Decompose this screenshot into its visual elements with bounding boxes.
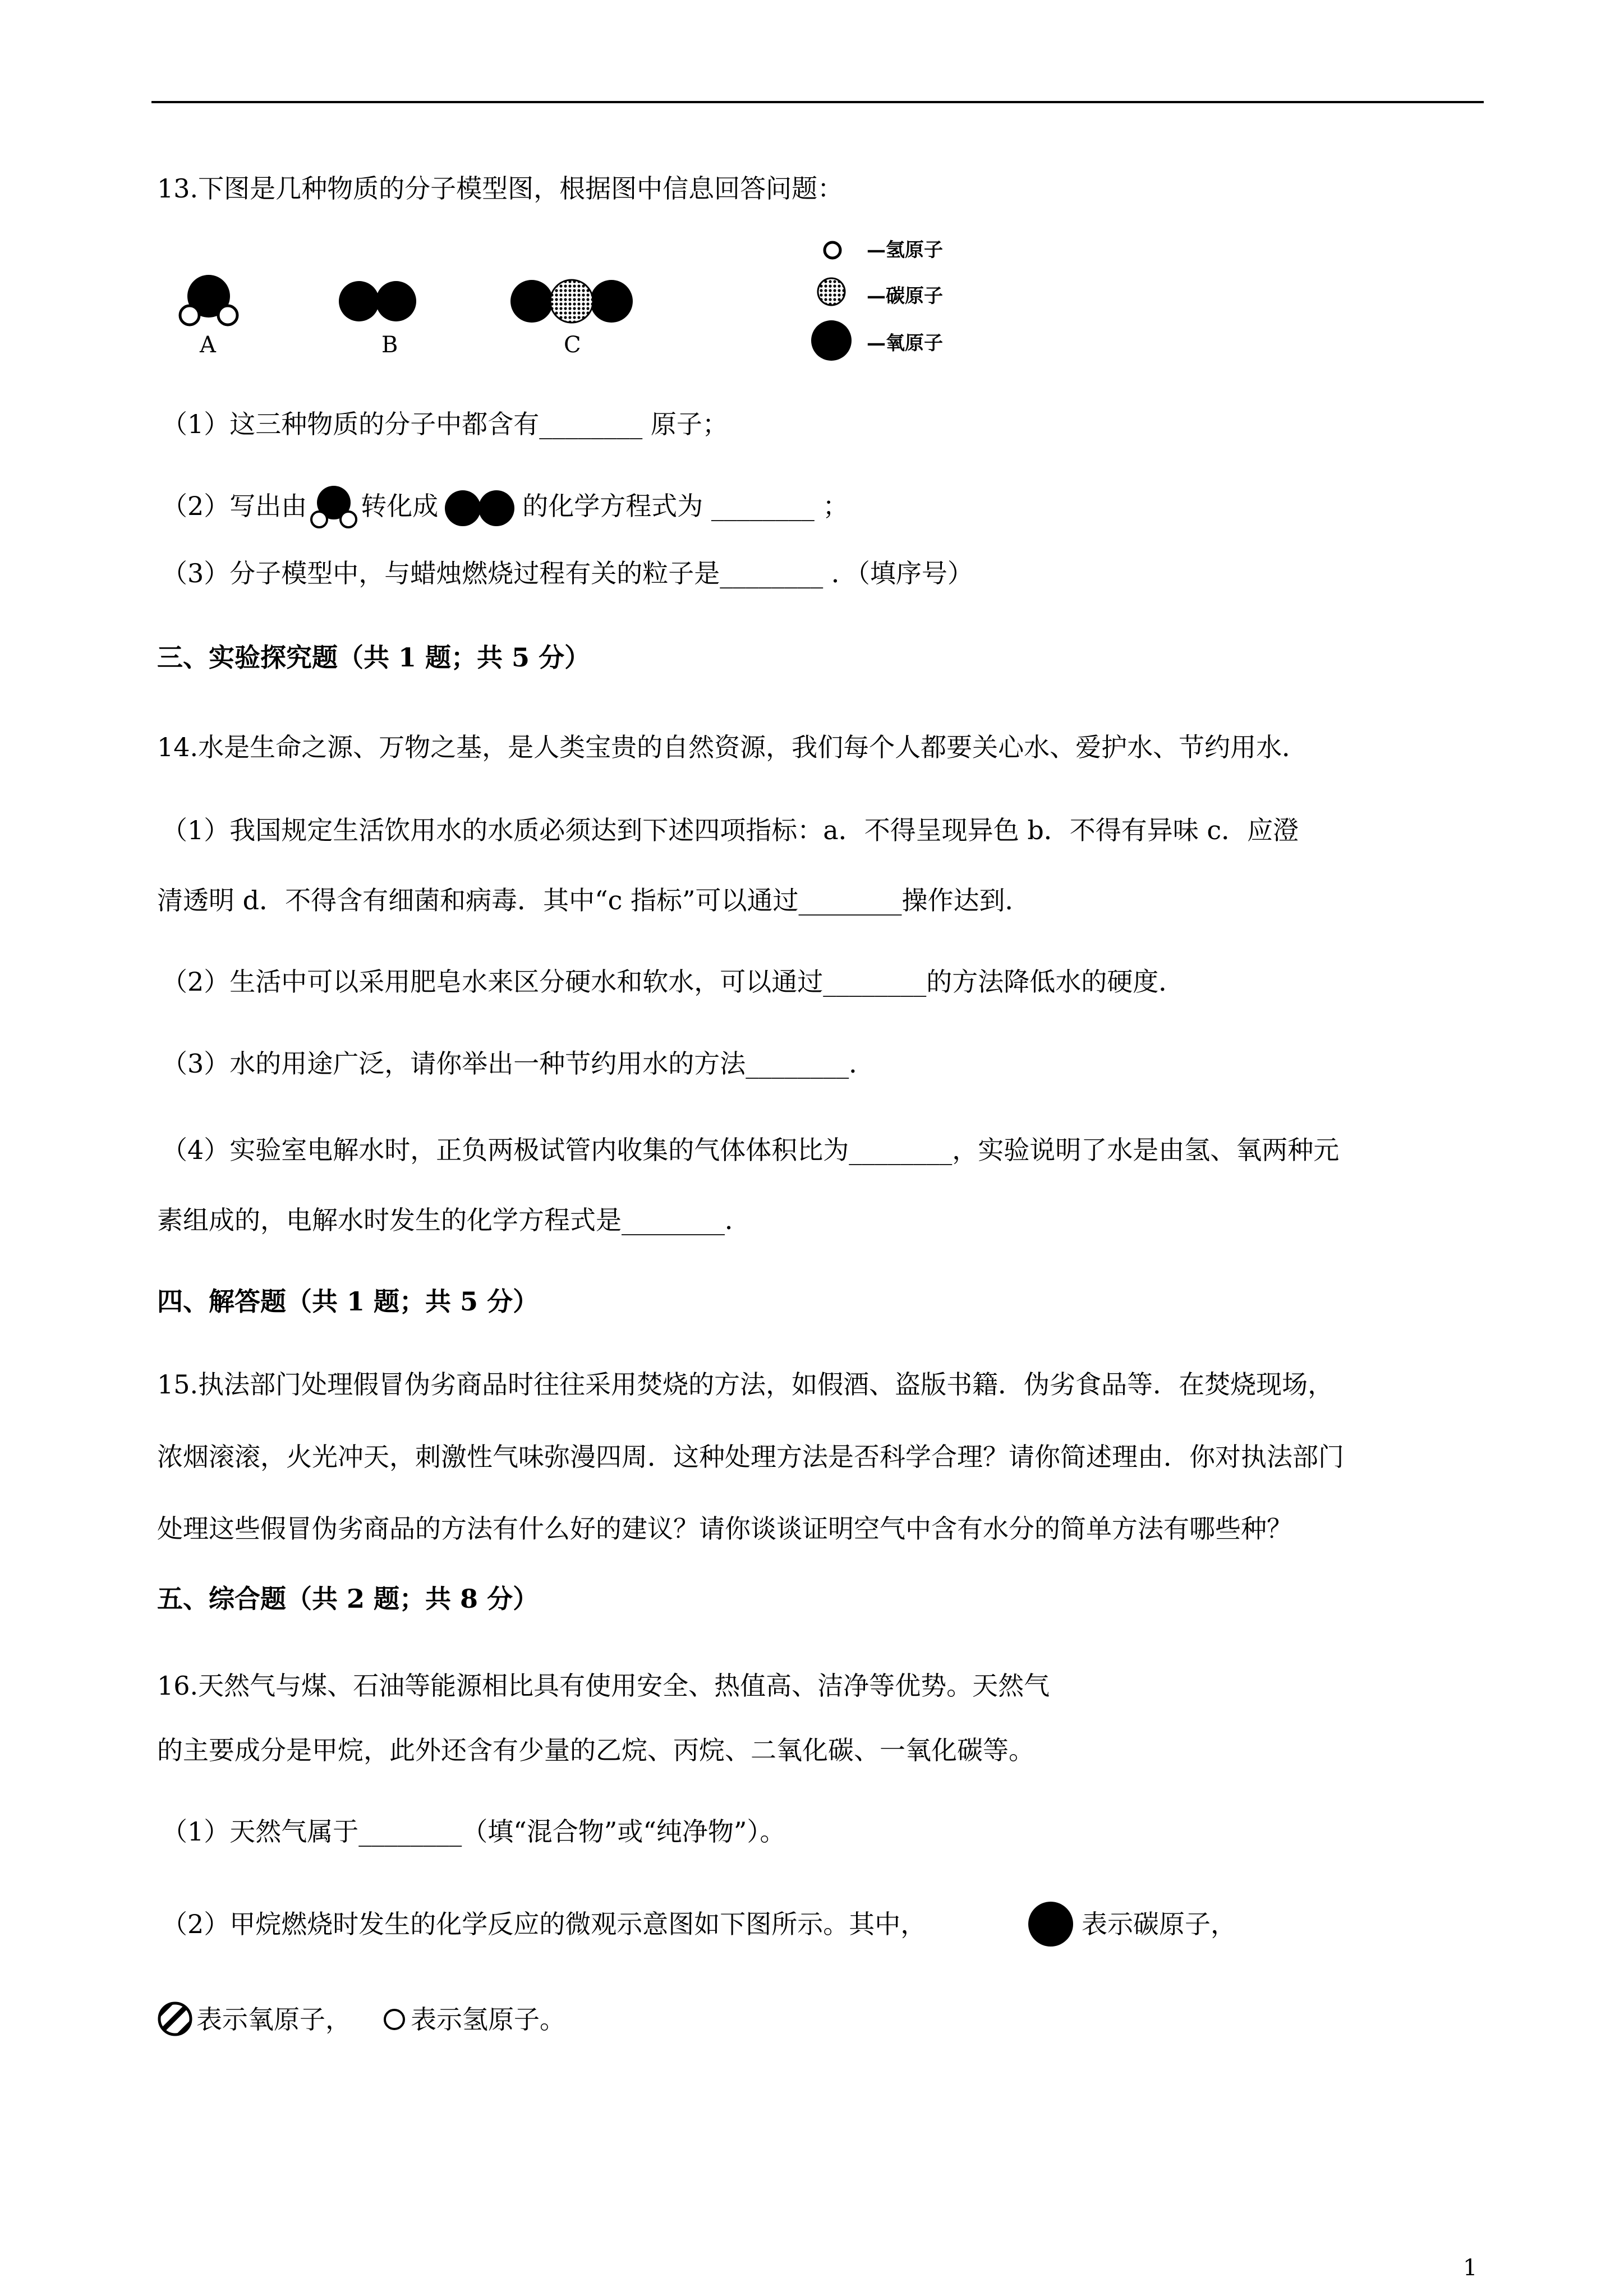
q16-line2: 的主要成分是甲烷，此外还含有少量的乙烷、丙烷、二氧化碳、一氧化碳等。 xyxy=(157,1735,1034,1765)
q14-part1-line1: （1）我国规定生活饮用水的水质必须达到下述四项指标：a．不得呈现异色 b．不得有异味 c．应澄 xyxy=(162,815,1299,845)
q13-part1-blank[interactable]: ________ xyxy=(539,409,643,439)
q15-line1: 15.执法部门处理假冒伪劣商品时往往采用焚烧的方法，如假酒、盗版书籍．伪劣食品等．在焚烧现场， xyxy=(157,1369,1334,1400)
q14-part1-text: 清透明 d．不得含有细菌和病毒．其中“c 指标”可以通过 xyxy=(157,885,799,915)
q13-part1-suffix: 原子； xyxy=(642,409,728,439)
q13-part1 xyxy=(162,407,728,441)
q13-stem: 13.下图是几种物质的分子模型图，根据图中信息回答问题： xyxy=(157,173,844,204)
molecule-c-icon xyxy=(505,275,640,331)
q14-part4-line2-text: 素组成的，电解水时发生的化学方程式是 xyxy=(157,1205,622,1235)
q14-part4-blank1[interactable]: ________ xyxy=(849,1135,953,1165)
q14-part4-blank2[interactable]: ________ xyxy=(622,1205,725,1235)
q13-part3-text: （3）分子模型中，与蜡烛燃烧过程有关的粒子是 xyxy=(162,558,720,588)
section4-heading: 四、解答题（共 1 题；共 5 分） xyxy=(157,1286,539,1317)
q16-legend-hydrogen: 表示氢原子。 xyxy=(411,2004,565,2035)
q16-part1-suffix: （填“混合物”或“纯净物”）。 xyxy=(462,1816,786,1847)
q14-part4-line2-suffix: ． xyxy=(725,1205,751,1235)
q13-part2-text: （2）写出由 xyxy=(162,491,307,521)
hydrogen-atom-icon xyxy=(380,2005,408,2033)
legend-hydrogen-icon xyxy=(819,236,847,264)
q14-part2 xyxy=(162,965,1184,999)
q16-part1 xyxy=(162,1815,785,1848)
q13-part2-blank[interactable]: ________ xyxy=(711,491,815,521)
q13-part3 xyxy=(162,556,973,590)
q14-part3 xyxy=(162,1047,875,1080)
water-molecule-icon xyxy=(307,481,361,535)
q14-part1-suffix: 操作达到． xyxy=(901,885,1031,915)
q14-part4-line1 xyxy=(162,1133,1339,1167)
legend-hydrogen-label: —氢原子 xyxy=(867,239,943,261)
q13-part2-end: ； xyxy=(814,491,849,521)
q13-part2-suffix: 的化学方程式为 xyxy=(522,491,711,521)
q13-part2 xyxy=(162,481,849,535)
oxygen-molecule-icon xyxy=(438,486,522,531)
q14-part1-blank[interactable]: ________ xyxy=(798,885,902,915)
molecule-b-label: B xyxy=(381,332,398,358)
q16-line1: 16.天然气与煤、石油等能源相比具有使用安全、热值高、洁净等优势。天然气 xyxy=(157,1671,1050,1701)
legend-oxygen-label: —氧原子 xyxy=(867,332,943,355)
q13-part3-suffix: ．（填序号） xyxy=(823,558,973,588)
q14-part4-line2 xyxy=(157,1203,751,1237)
q16-part2: （2）甲烷燃烧时发生的化学反应的微观示意图如下图所示。其中， xyxy=(162,1909,927,1939)
molecule-c-label: C xyxy=(564,332,581,358)
oxygen-atom-hatched-icon xyxy=(156,2000,194,2038)
legend-carbon-label: —碳原子 xyxy=(867,285,943,307)
molecule-a-label: A xyxy=(200,332,216,358)
q14-part4-suffix: ，实验说明了水是由氢、氧两种元 xyxy=(952,1135,1340,1165)
carbon-atom-icon xyxy=(1025,1899,1076,1949)
q16-part2-suffix: 表示碳原子， xyxy=(1082,1909,1236,1939)
page-number: 1 xyxy=(1463,2255,1478,2281)
q15-line2: 浓烟滚滚，火光冲天，刺激性气味弥漫四周．这种处理方法是否科学合理？请你简述理由．你对执法部门 xyxy=(157,1442,1344,1472)
q14-part1-line2 xyxy=(157,884,1031,917)
q13-part3-blank[interactable]: ________ xyxy=(720,558,823,588)
q14-part2-text: （2）生活中可以采用肥皂水来区分硬水和软水，可以通过 xyxy=(162,967,823,997)
q13-part2-mid: 转化成 xyxy=(361,491,439,521)
q16-legend-oxygen: 表示氧原子， xyxy=(196,2004,351,2035)
section5-heading: 五、综合题（共 2 题；共 8 分） xyxy=(157,1584,539,1614)
molecule-b-icon xyxy=(334,278,424,328)
q16-part1-text: （1）天然气属于 xyxy=(162,1816,359,1847)
q14-part2-blank[interactable]: ________ xyxy=(823,967,927,997)
section3-heading: 三、实验探究题（共 1 题；共 5 分） xyxy=(157,642,591,673)
q14-part3-text: （3）水的用途广泛，请你举出一种节约用水的方法 xyxy=(162,1048,746,1079)
q14-stem: 14.水是生命之源、万物之基，是人类宝贵的自然资源，我们每个人都要关心水、爱护水、节约用水． xyxy=(157,732,1308,762)
q16-part1-blank[interactable]: ________ xyxy=(358,1816,462,1847)
header-rule xyxy=(151,101,1484,103)
q15-line3: 处理这些假冒伪劣商品的方法有什么好的建议？请你谈谈证明空气中含有水分的简单方法有哪些种？ xyxy=(157,1513,1292,1544)
legend-oxygen-icon xyxy=(808,317,855,365)
q14-part2-suffix: 的方法降低水的硬度． xyxy=(926,967,1185,997)
q14-part4-text: （4）实验室电解水时，正负两极试管内收集的气体体积比为 xyxy=(162,1135,849,1165)
q14-part3-blank[interactable]: ________ xyxy=(746,1048,849,1079)
q13-part1-text: （1）这三种物质的分子中都含有 xyxy=(162,409,540,439)
q14-part3-suffix: ． xyxy=(849,1048,875,1079)
legend-carbon-icon xyxy=(815,275,848,309)
